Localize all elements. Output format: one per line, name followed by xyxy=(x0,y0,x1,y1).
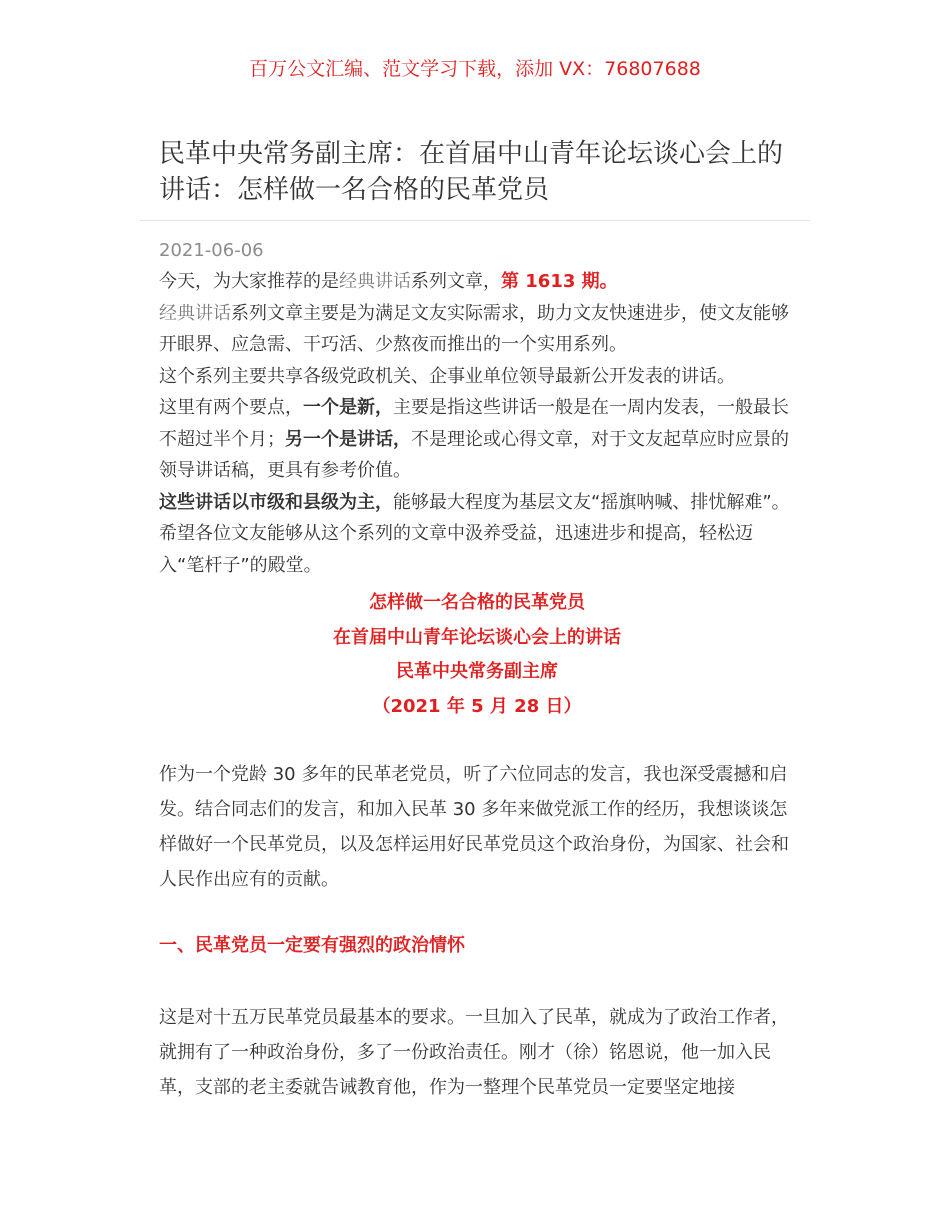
issue-number: 第 1613 期。 xyxy=(501,271,618,292)
download-banner: 百万公文汇编、范文学习下载，添加 VX：76807688 xyxy=(249,58,701,80)
speech-speaker: 民革中央常务副主席 xyxy=(396,661,558,682)
series-name: 经典讲话 xyxy=(159,302,231,324)
speech-heading xyxy=(159,586,795,724)
speech-date: （2021 年 5 月 28 日） xyxy=(372,695,582,717)
publish-date: 2021-06-06 xyxy=(159,240,264,261)
article-title: 民革中央常务副主席：在首届中山青年论坛谈心会上的讲话：怎样做一名合格的民革党员 xyxy=(159,139,784,205)
intro-text: 能够最大程度为基层文友“摇旗呐喊、排忧解难”。希望各位文友能够从这个系列的文章中汲养受益，迅速进步和提高，轻松迈入“笔杆子”的殿堂。 xyxy=(159,491,790,576)
intro-section xyxy=(159,266,795,581)
intro-paragraph-1 xyxy=(159,266,795,298)
intro-paragraph-2 xyxy=(159,298,795,361)
intro-text: 不是理论或心得文章，对于文友起草应时应景的领导讲话稿，更具有参考价值。 xyxy=(159,428,789,481)
speech-occasion: 在首届中山青年论坛谈心会上的讲话 xyxy=(333,626,621,648)
key-point-speech: 另一个是讲话， xyxy=(285,428,411,450)
intro-text: 今天，为大家推荐的是 xyxy=(159,271,339,292)
intro-text: 这里有两个要点， xyxy=(159,397,303,418)
title-divider xyxy=(140,220,810,221)
body-paragraph-1: 作为一个党龄 30 多年的民革老党员，听了六位同志的发言，我也深受震撼和启发。结合同志们的发言，和加入民革 30 多年来做党派工作的经历，我想谈谈怎样做好一个民革党员，以及怎样运用好民革党员这个政治身份，为国家、社会和人民作出应有的贡献。 xyxy=(159,764,789,890)
key-point-level: 这些讲话以市级和县级为主， xyxy=(159,491,393,513)
body-paragraph-2: 这是对十五万民革党员最基本的要求。一旦加入了民革，就成为了政治工作者，就拥有了一种政治身份，多了一份政治责任。刚才（徐）铭恩说，他一加入民革，支部的老主委就告诫教育他，作为一整理个民革党员一定要坚定地接 xyxy=(159,1007,789,1098)
section-heading-1: 一、民革党员一定要有强烈的政治情怀 xyxy=(159,935,465,956)
intro-paragraph-5 xyxy=(159,487,795,582)
series-name: 经典讲话 xyxy=(339,271,411,292)
intro-text: 系列文章， xyxy=(411,271,501,292)
intro-text: 主要是指这些讲话一般是在一周内发表，一般最长不超过半个月； xyxy=(159,397,789,450)
intro-paragraph-4 xyxy=(159,392,795,487)
intro-text: 系列文章主要是为满足文友实际需求，助力文友快速进步，使文友能够开眼界、应急需、干巧活、少熬夜而推出的一个实用系列。 xyxy=(159,302,789,355)
key-point-new: 一个是新， xyxy=(303,397,393,418)
speech-title: 怎样做一名合格的民革党员 xyxy=(369,592,585,613)
intro-paragraph-3: 这个系列主要共享各级党政机关、企事业单位领导最新公开发表的讲话。 xyxy=(159,365,735,387)
